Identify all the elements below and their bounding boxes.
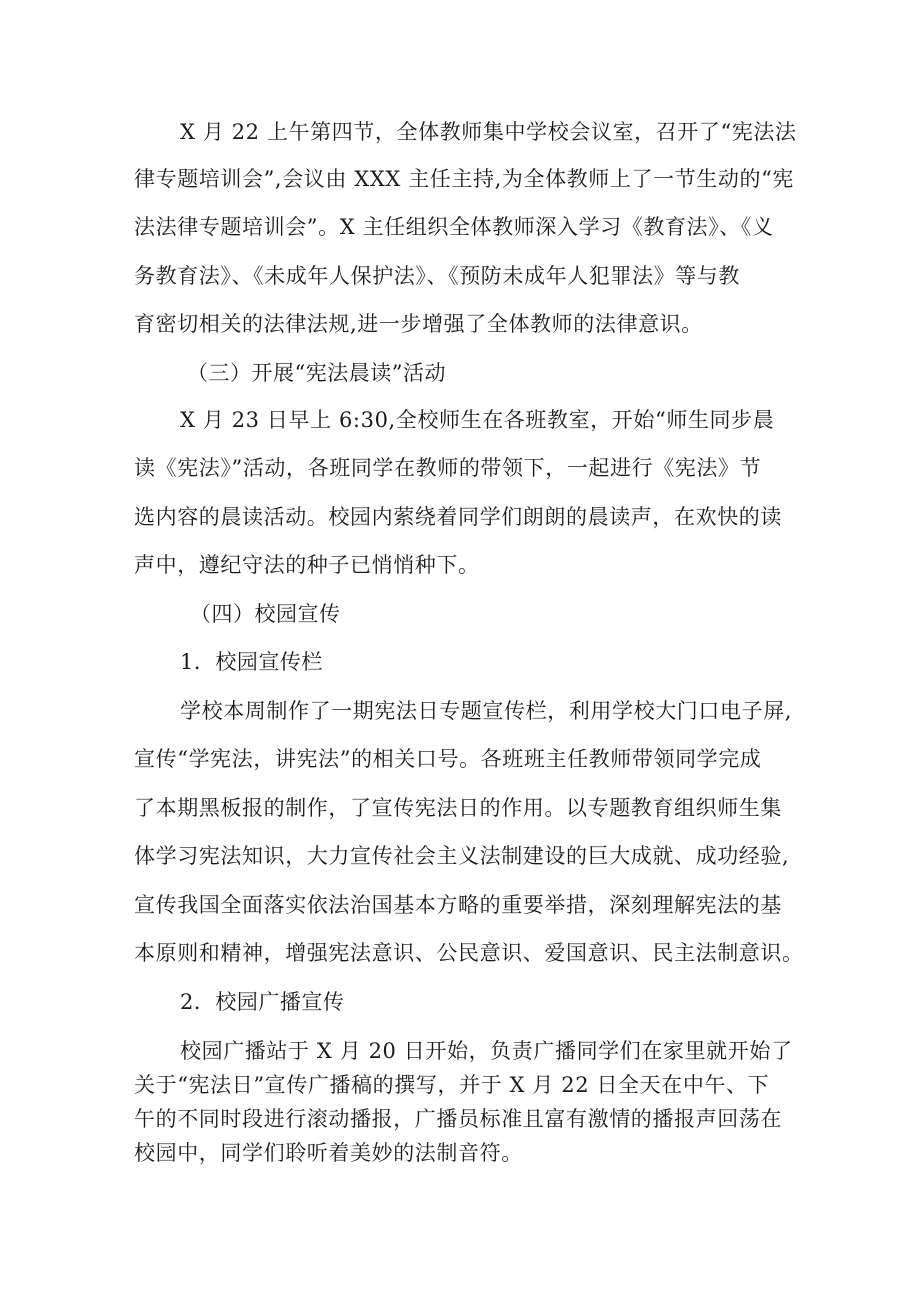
section-heading-morning-reading: （三）开展“宪法晨读”活动 <box>187 361 446 385</box>
text-line: 学校本周制作了一期宪法日专题宣传栏，利用学校大门口电子屏, <box>180 699 793 723</box>
text-line: 午的不同时段进行滚动播报，广播员标准且富有激情的播报声回荡在 <box>134 1107 782 1131</box>
text-line: 法法律专题培训会”。X 主任组织全体教师深入学习《教育法》、《义 <box>134 215 774 239</box>
subheading-bulletin-board: 1．校园宣传栏 <box>180 650 323 674</box>
section-heading-campus-publicity: （四）校园宣传 <box>190 602 341 626</box>
text-line: 读《宪法》”活动，各班同学在教师的带领下，一起进行《宪法》节 <box>134 456 762 480</box>
subheading-campus-broadcast: 2．校园广播宣传 <box>180 990 345 1014</box>
text-line: 本原则和精神，增强宪法意识、公民意识、爱国意识、民主法制意识。 <box>134 941 804 965</box>
text-line: 校园广播站于 X 月 20 日开始，负责广播同学们在家里就开始了 <box>180 1039 793 1063</box>
text-line: X 月 22 上午第四节，全体教师集中学校会议室，召开了“宪法法 <box>180 120 797 144</box>
text-line: 关于“宪法日”宣传广播稿的撰写，并于 X 月 22 日全天在中午、下 <box>134 1073 770 1097</box>
text-line: 务教育法》、《未成年人保护法》、《预防未成年人犯罪法》等与教 <box>134 264 740 288</box>
text-line: 选内容的晨读活动。校园内萦绕着同学们朗朗的晨读声，在欢快的读 <box>134 505 782 529</box>
text-line: 了本期黑板报的制作，了宣传宪法日的作用。以专题教育组织师生集 <box>134 796 782 820</box>
text-line: X 月 23 日早上 6:30,全校师生在各班教室，开始“师生同步晨 <box>180 408 775 432</box>
text-line: 声中，遵纪守法的种子已悄悄种下。 <box>134 553 480 577</box>
text-line: 律专题培训会”,会议由 XXX 主任主持,为全体教师上了一节生动的“宪 <box>134 167 795 191</box>
text-line: 宣传我国全面落实依法治国基本方略的重要举措，深刻理解宪法的基 <box>134 893 782 917</box>
text-line: 体学习宪法知识，大力宣传社会主义法制建设的巨大成就、成功经验, <box>134 844 790 868</box>
text-line: 育密切相关的法律法规,进一步增强了全体教师的法律意识。 <box>134 312 703 336</box>
text-line: 校园中，同学们聆听着美妙的法制音符。 <box>134 1141 523 1165</box>
text-line: 宣传“学宪法，讲宪法”的相关口号。各班班主任教师带领同学完成 <box>134 747 762 771</box>
